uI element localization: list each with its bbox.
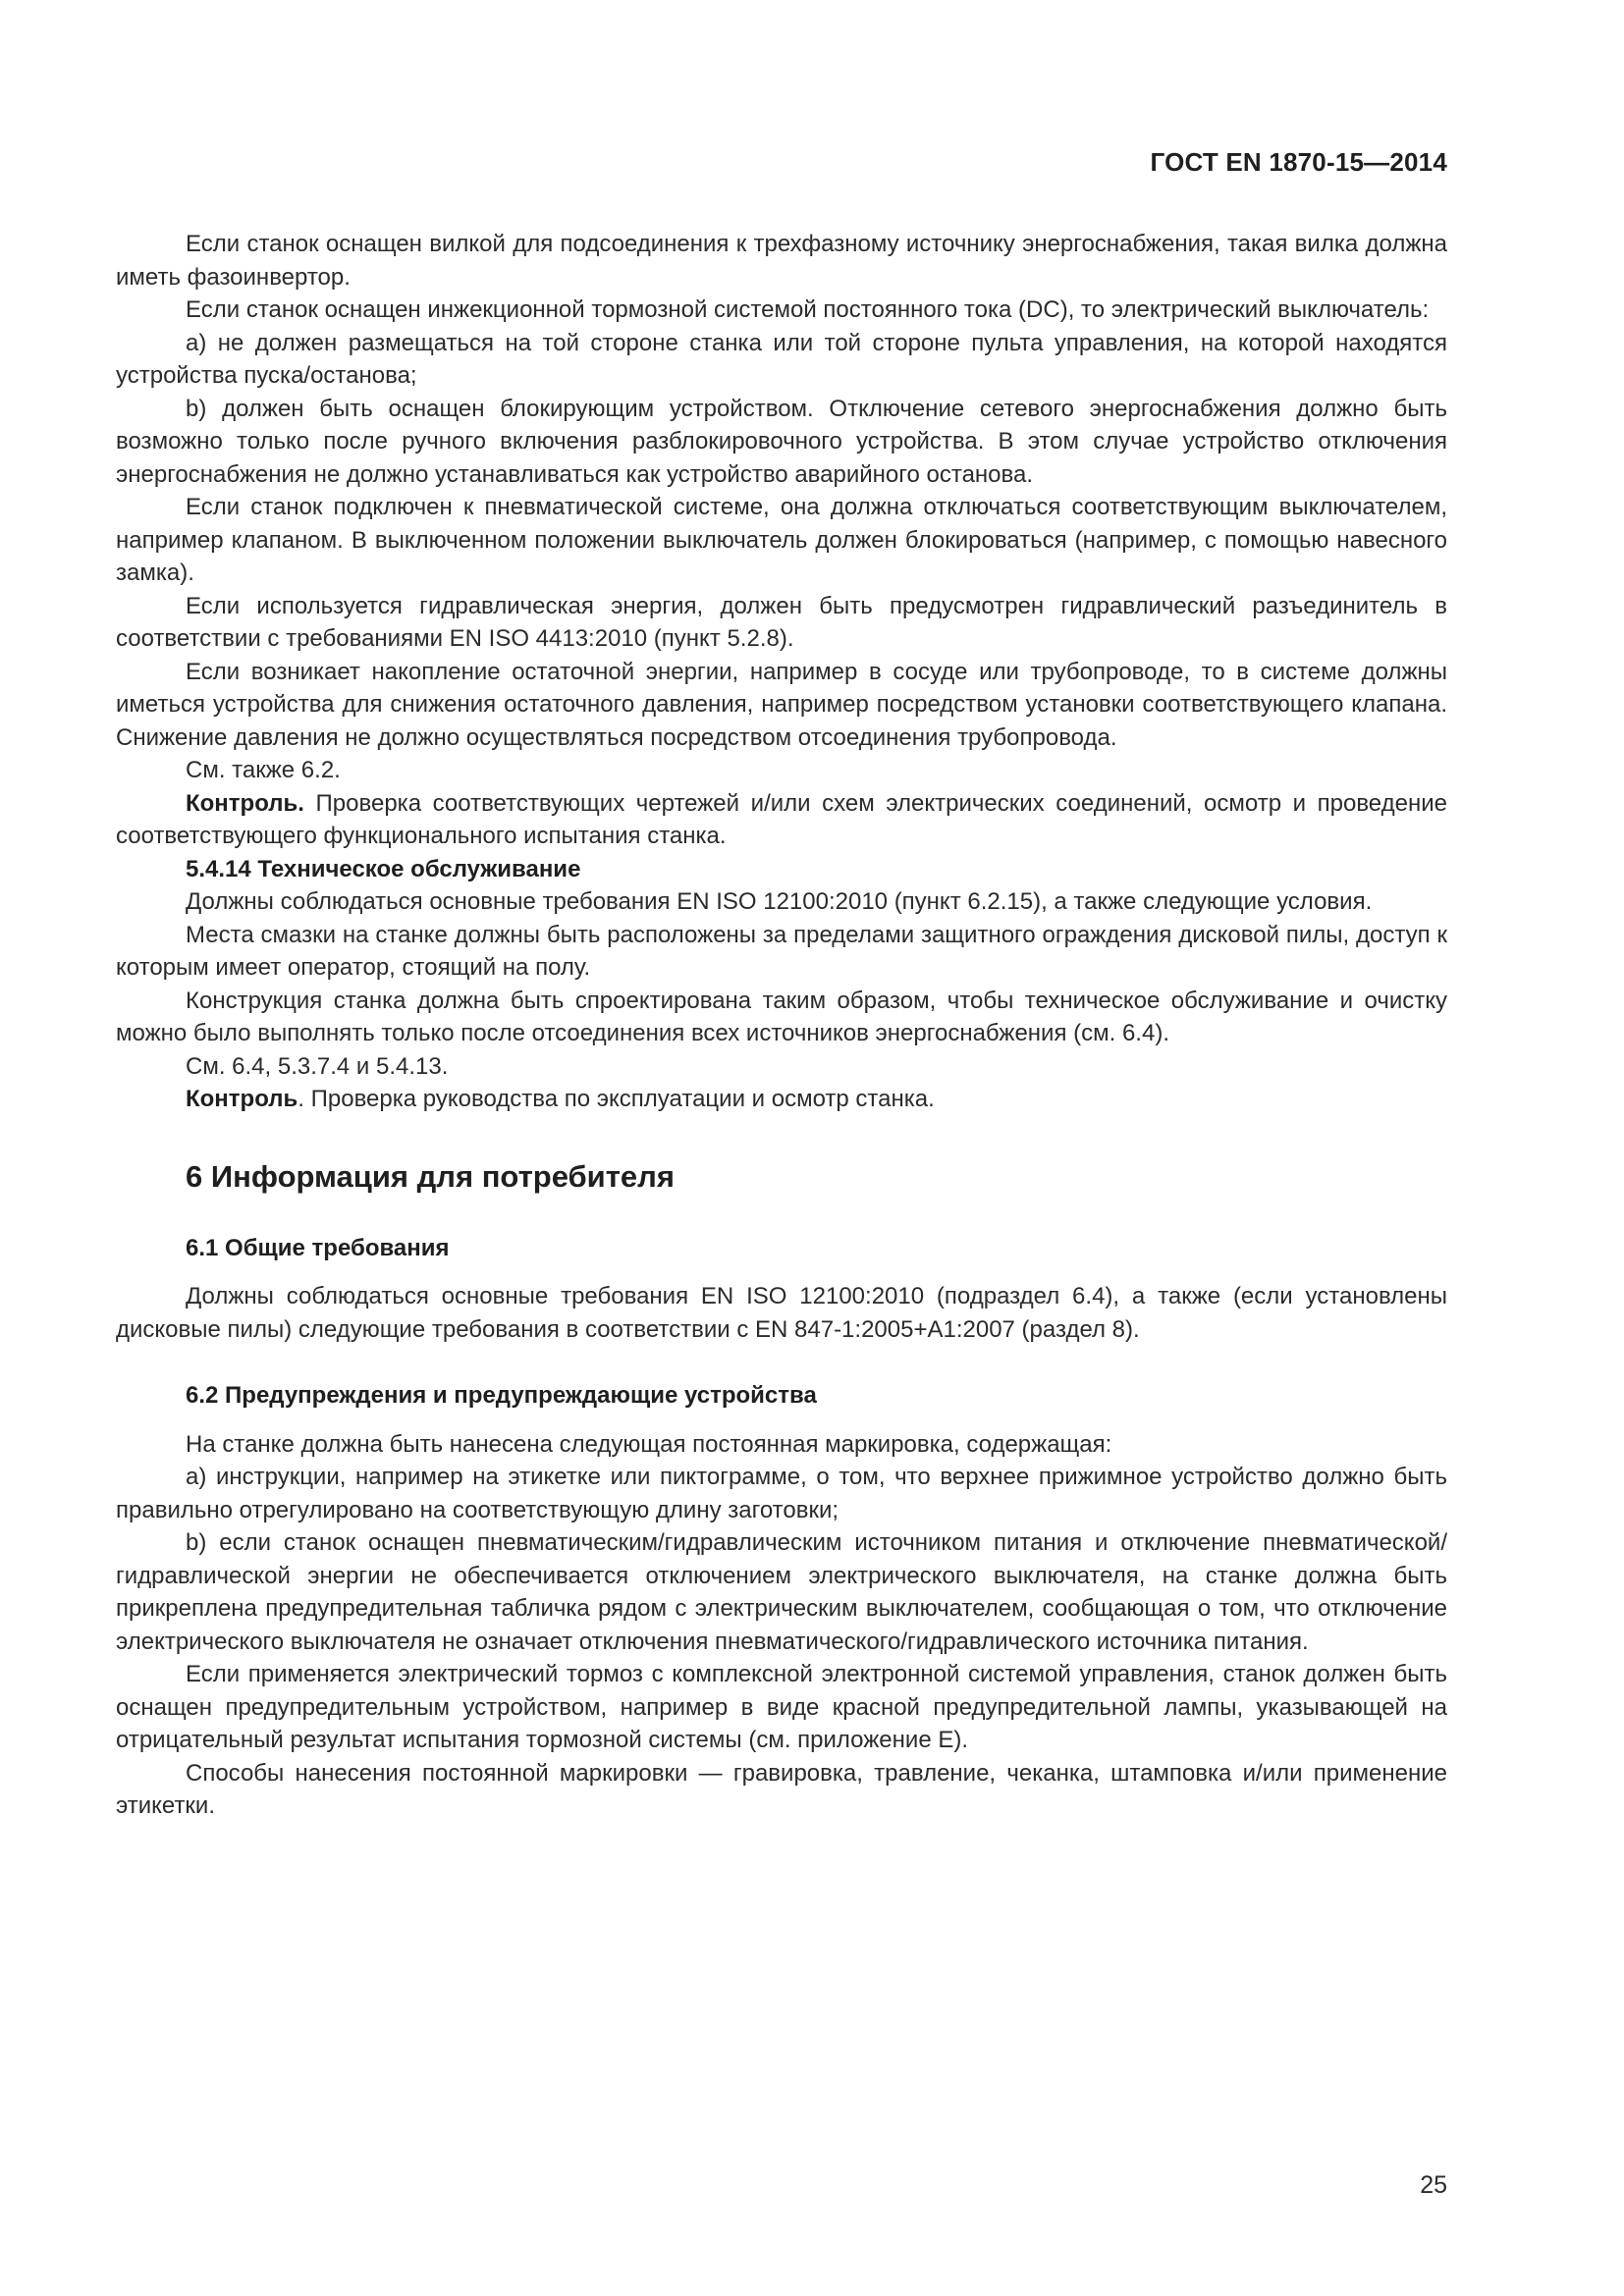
paragraph: Если станок подключен к пневматической системе, она должна отключаться соответствующим выключателем, например клапаном. В выключенном положении выключатель должен блокироваться (например, с помощью навесного замка). bbox=[116, 494, 1447, 586]
paragraph: Должны соблюдаться основные требования EN ISO 12100:2010 (подраздел 6.4), а также (если установлены дисковые пилы) следующие требования в соответствии с EN 847-1:2005+A1:2007 (раздел 8). bbox=[116, 1283, 1447, 1343]
page-number: 25 bbox=[1420, 2171, 1447, 2199]
paragraph: На станке должна быть нанесена следующая постоянная маркировка, содержащая: bbox=[186, 1430, 1112, 1458]
paragraph: Способы нанесения постоянной маркировки — гравировка, травление, чеканка, штамповка и/или применение этикетки. bbox=[116, 1759, 1447, 1819]
paragraph: Конструкция станка должна быть спроектирована таким образом, чтобы техническое обслуживание и очистку можно было выполнять только после отсоединения всех источников энергоснабжения (см. 6.4). bbox=[116, 987, 1447, 1046]
paragraph: См. также 6.2. bbox=[186, 757, 341, 783]
paragraph: Если станок оснащен вилкой для подсоединения к трехфазному источнику энергоснабжения, такая вилка должна иметь фазоинвертор. bbox=[116, 231, 1447, 291]
document-code-header: ГОСТ EN 1870-15—2014 bbox=[1150, 147, 1447, 177]
paragraph: Если возникает накопление остаточной энергии, например в сосуде или трубопроводе, то в системе должны иметься устройства для снижения остаточного давления, например посредством установки соответствующего клапана. Снижение давления не должно осуществляться посредством отсоединения трубопровода. bbox=[116, 658, 1447, 751]
control-text: Проверка соответствующих чертежей и/или схем электрических соединений, осмотр и проведение соответствующего функционального испытания станка. bbox=[116, 789, 1447, 849]
control-label: Контроль. bbox=[186, 789, 304, 817]
section-title: 6 Информация для потребителя bbox=[186, 1158, 675, 1194]
list-item-a: a) не должен размещаться на той стороне станка или той стороне пульта управления, на которой находятся устройства пуска/останова; bbox=[116, 329, 1447, 389]
paragraph: Места смазки на станке должны быть расположены за пределами защитного ограждения дисковой пилы, доступ к которым имеет оператор, стоящий на полу. bbox=[116, 921, 1447, 981]
control-label: Контроль bbox=[186, 1086, 298, 1112]
subsection-title: 6.2 Предупреждения и предупреждающие устройства bbox=[186, 1382, 817, 1409]
subsection-title: 5.4.14 Техническое обслуживание bbox=[186, 855, 581, 882]
paragraph: Если используется гидравлическая энергия, должен быть предусмотрен гидравлический разъединитель в соответствии с требованиями EN ISO 4413:2010 (пункт 5.2.8). bbox=[116, 592, 1447, 652]
control-paragraph bbox=[116, 1083, 1447, 1116]
paragraph: Если станок оснащен инжекционной тормозной системой постоянного тока (DC), то электрический выключатель: bbox=[186, 296, 1430, 323]
document-body bbox=[116, 228, 1447, 1823]
subsection-title: 6.1 Общие требования bbox=[186, 1234, 450, 1261]
control-paragraph bbox=[116, 787, 1447, 853]
list-item-b: b) должен быть оснащен блокирующим устройством. Отключение сетевого энергоснабжения должно быть возможно только после ручного включения разблокировочного устройства. В этом случае устройство отключения энергоснабжения не должно устанавливаться как устройство аварийного останова. bbox=[116, 395, 1447, 488]
paragraph: Должны соблюдаться основные требования EN ISO 12100:2010 (пункт 6.2.15), а также следующие условия. bbox=[186, 888, 1373, 915]
control-text: . Проверка руководства по эксплуатации и осмотр станка. bbox=[298, 1086, 935, 1112]
paragraph: Если применяется электрический тормоз с комплексной электронной системой управления, станок должен быть оснащен предупредительным устройством, например в виде красной предупредительной лампы, указывающей на отрицательный результат испытания тормозной системы (см. приложение E). bbox=[116, 1661, 1447, 1753]
list-item-a: a) инструкции, например на этикетке или пиктограмме, о том, что верхнее прижимное устройство должно быть правильно отрегулировано на соответствующую длину заготовки; bbox=[116, 1464, 1447, 1523]
list-item-b: b) если станок оснащен пневматическим/гидравлическим источником питания и отключение пневматической/гидравлической энергии не обеспечивается отключением электрического выключателя, на станке должна быть прикреплена предупредительная табличка рядом с электрическим выключателем, сообщающая о том, что отключение электрического выключателя не означает отключения пневматического/гидравлического источника питания. bbox=[116, 1529, 1447, 1655]
paragraph: См. 6.4, 5.3.7.4 и 5.4.13. bbox=[186, 1052, 449, 1080]
